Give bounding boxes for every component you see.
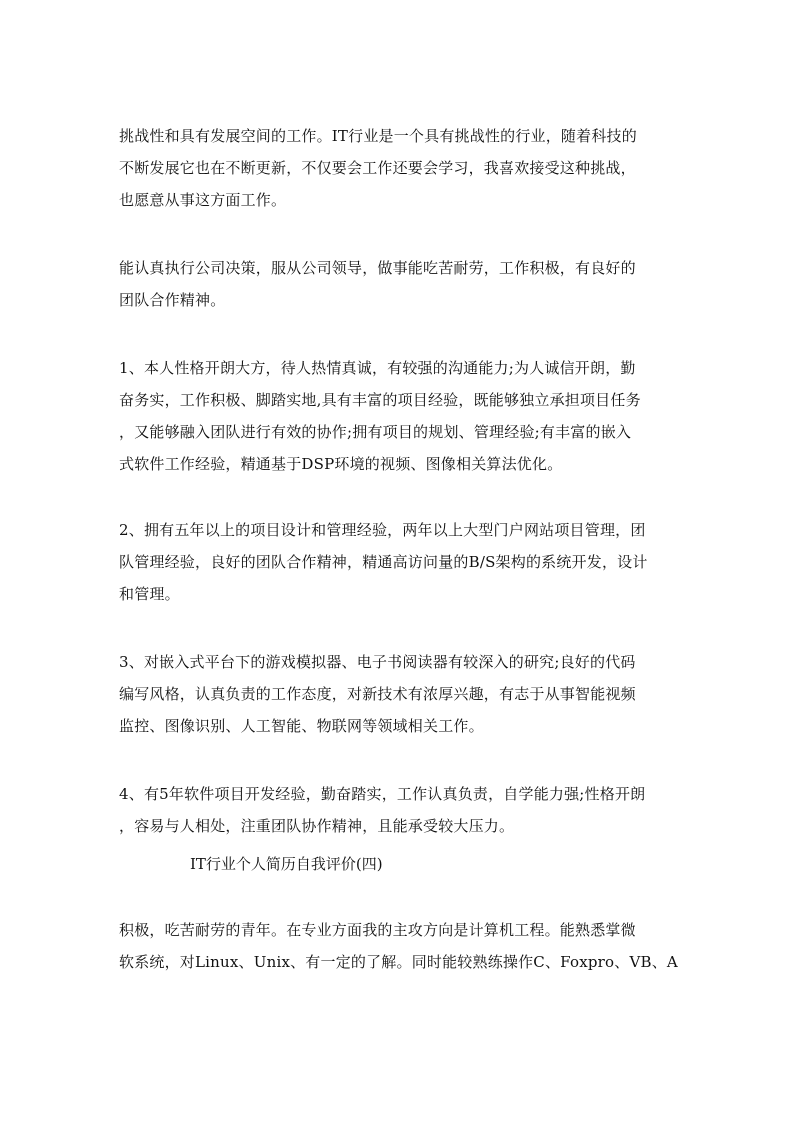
- paragraph-1: [119, 120, 679, 216]
- paragraph-4: [119, 514, 679, 610]
- text-line: ，又能够融入团队进行有效的协作;拥有项目的规划、管理经验;有丰富的嵌入: [119, 423, 632, 441]
- paragraph-5: [119, 646, 679, 742]
- text-line: 奋务实，工作积极、脚踏实地,具有丰富的项目经验，既能够独立承担项目任务: [119, 391, 641, 409]
- paragraph-2: [119, 252, 679, 316]
- text-line: 式软件工作经验，精通基于DSP环境的视频、图像相关算法优化。: [119, 455, 563, 473]
- paragraph-6: [119, 778, 679, 842]
- text-line: 也愿意从事这方面工作。: [119, 191, 287, 209]
- text-line: 积极，吃苦耐劳的青年。在专业方面我的主攻方向是计算机工程。能熟悉掌微: [119, 921, 636, 939]
- text-line: 3、对嵌入式平台下的游戏模拟器、电子书阅读器有较深入的研究;良好的代码: [119, 653, 636, 671]
- text-line: 编写风格，认真负责的工作态度，对新技术有浓厚兴趣，有志于从事智能视频: [119, 685, 636, 703]
- text-line: 挑战性和具有发展空间的工作。IT行业是一个具有挑战性的行业，随着科技的: [119, 127, 637, 145]
- text-line: 2、拥有五年以上的项目设计和管理经验，两年以上大型门户网站项目管理，团: [119, 521, 646, 539]
- text-line: 软系统，对Linux、Unix、有一定的了解。同时能较熟练操作C、Foxpro、VB、A: [119, 953, 678, 971]
- section-heading: IT行业个人简历自我评价(四): [190, 855, 383, 873]
- text-line: 和管理。: [119, 585, 180, 603]
- paragraph-3: [119, 352, 679, 480]
- text-line: 1、本人性格开朗大方，待人热情真诚，有较强的沟通能力;为人诚信开朗，勤: [119, 359, 636, 377]
- text-line: 4、有5年软件项目开发经验，勤奋踏实，工作认真负责，自学能力强;性格开朗: [119, 785, 646, 803]
- text-line: 团队合作精神。: [119, 291, 226, 309]
- paragraph-7: [119, 914, 679, 978]
- text-line: 监控、图像识别、人工智能、物联网等领域相关工作。: [119, 717, 484, 735]
- text-line: 能认真执行公司决策，服从公司领导，做事能吃苦耐劳，工作积极，有良好的: [119, 259, 636, 277]
- text-line: ，容易与人相处，注重团队协作精神，且能承受较大压力。: [119, 817, 515, 835]
- text-line: 不断发展它也在不断更新，不仅要会工作还要会学习，我喜欢接受这种挑战，: [119, 159, 636, 177]
- text-line: 队管理经验，良好的团队合作精神，精通高访问量的B/S架构的系统开发，设计: [119, 553, 648, 571]
